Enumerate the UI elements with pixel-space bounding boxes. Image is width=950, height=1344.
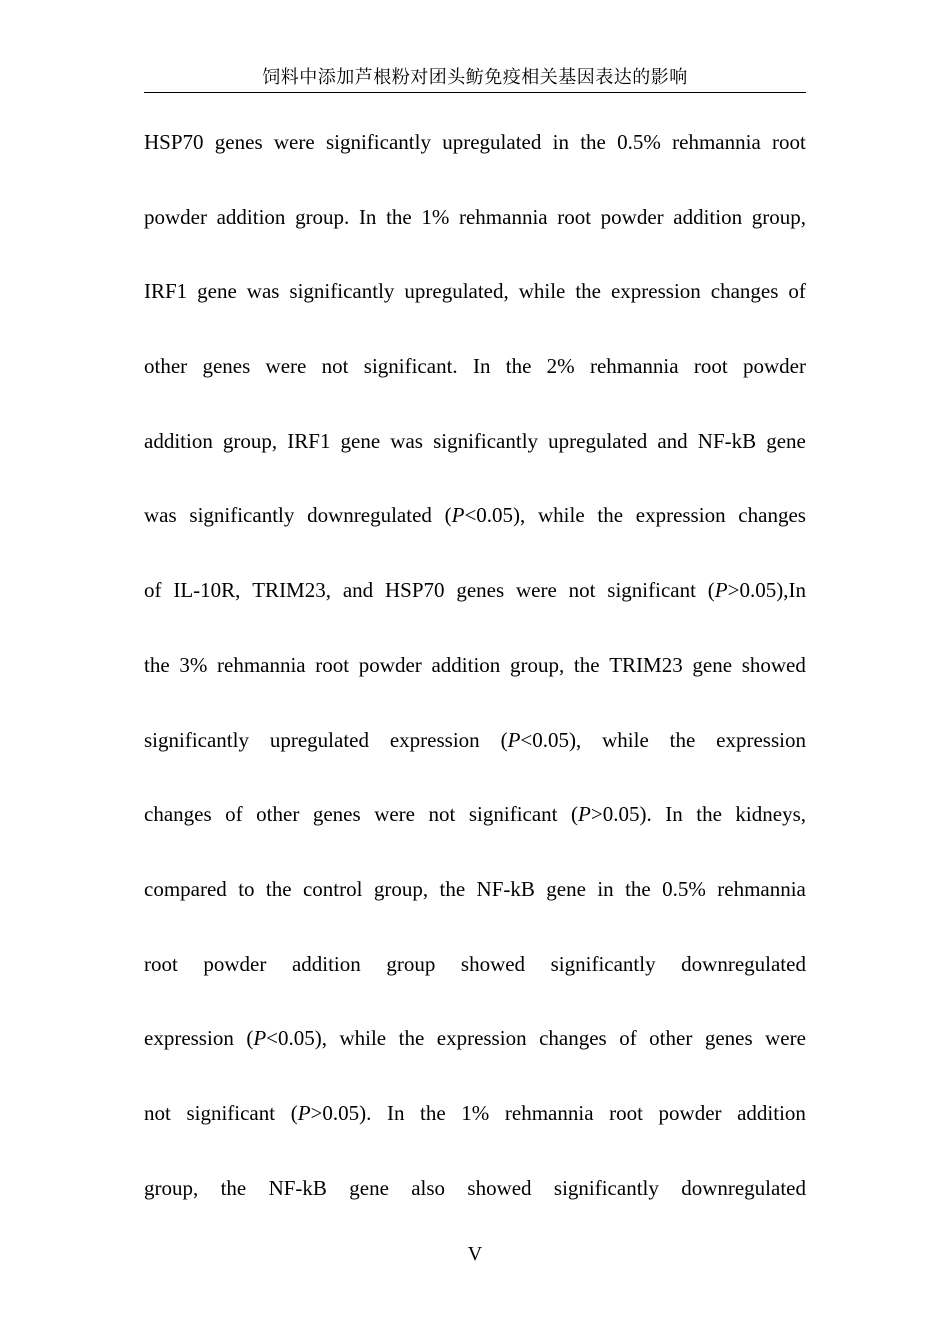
word: IL-10R,	[173, 578, 241, 603]
word: addition	[216, 204, 286, 229]
text-line	[144, 703, 806, 778]
word: changes	[710, 279, 779, 304]
word: the	[625, 876, 651, 901]
word: expression	[389, 727, 480, 752]
word: and	[342, 578, 374, 603]
text-line	[144, 105, 806, 180]
word: powder	[203, 951, 267, 976]
word: downregulated	[307, 503, 432, 528]
page-number: V	[467, 1243, 483, 1265]
word: expression	[716, 727, 806, 752]
word: group,	[751, 204, 806, 229]
word: the	[220, 1175, 247, 1200]
word: not	[428, 802, 456, 827]
text-line	[144, 254, 806, 329]
word: upregulated	[442, 130, 542, 154]
word: root	[315, 652, 350, 677]
word: rehmannia	[672, 130, 761, 154]
word: the	[386, 204, 412, 229]
word: changes	[144, 802, 212, 827]
word: NF-kB	[476, 876, 535, 901]
text-line	[144, 1076, 806, 1151]
word: addition	[431, 652, 501, 677]
word: and	[657, 428, 688, 453]
word: the	[398, 1026, 425, 1051]
word: to	[238, 876, 255, 901]
word: showed	[460, 951, 526, 976]
word: root	[772, 130, 806, 154]
word: 2%	[546, 354, 575, 379]
word: (P>0.05),In	[707, 578, 806, 603]
word: while	[518, 279, 566, 304]
word: other	[144, 354, 188, 379]
word: rehmannia	[458, 204, 548, 229]
word: 0.5%	[617, 130, 661, 154]
word: (P<0.05),	[444, 503, 526, 528]
word: genes	[704, 1026, 753, 1051]
word: the	[573, 652, 600, 677]
word: gene	[340, 428, 381, 453]
word: TRIM23,	[252, 578, 331, 603]
word: in	[597, 876, 614, 901]
word: group,	[222, 428, 278, 453]
word: other	[256, 802, 300, 827]
word: powder	[600, 204, 664, 229]
word: 0.5%	[662, 876, 706, 901]
word: NF-kB	[697, 428, 757, 453]
text-line	[144, 628, 806, 703]
word: expression	[610, 279, 701, 304]
word: group.	[295, 204, 350, 229]
word: significantly	[433, 428, 539, 453]
word: NF-kB	[268, 1175, 327, 1200]
word: the	[575, 279, 601, 304]
word: control	[302, 876, 363, 901]
word: In	[358, 204, 377, 229]
word: were	[374, 802, 415, 827]
word: significantly	[144, 727, 249, 752]
word: significant	[186, 1100, 276, 1125]
word: upregulated	[269, 727, 369, 752]
word: addition	[144, 428, 213, 453]
word: addition	[737, 1100, 806, 1125]
word: addition	[291, 951, 361, 976]
word: significantly	[325, 130, 431, 154]
word: the	[669, 727, 696, 752]
word: of	[619, 1026, 637, 1051]
word: significantly	[553, 1175, 659, 1200]
word: HSP70	[384, 578, 445, 603]
word: changes	[738, 503, 806, 528]
word: In	[386, 1100, 405, 1125]
text-line	[144, 478, 806, 553]
word: significantly	[189, 503, 295, 528]
word: genes	[456, 578, 505, 603]
word: root	[609, 1100, 643, 1125]
word: was	[390, 428, 423, 453]
word: were	[765, 1026, 806, 1051]
text-line	[144, 852, 806, 927]
word: genes	[202, 354, 251, 379]
word: (P>0.05).	[571, 802, 652, 827]
text-line	[144, 329, 806, 404]
word: showed	[467, 1175, 532, 1200]
word: expression	[436, 1026, 527, 1051]
text-line	[144, 1151, 806, 1226]
text-line	[144, 404, 806, 479]
word: the	[439, 876, 466, 901]
word: compared	[144, 876, 227, 901]
word: powder	[358, 652, 422, 677]
word: powder	[658, 1100, 722, 1125]
word: while	[538, 503, 585, 528]
word: kidneys,	[735, 802, 806, 827]
text-line	[144, 1001, 806, 1076]
word: the	[505, 354, 532, 379]
word: of	[144, 578, 162, 603]
word: gene	[692, 652, 733, 677]
word: were	[265, 354, 307, 379]
word: 1%	[421, 204, 450, 229]
word: group	[386, 951, 436, 976]
word: significant	[607, 578, 696, 603]
word: in	[552, 130, 569, 154]
word: other	[649, 1026, 693, 1051]
word: significantly	[289, 279, 395, 304]
word: group,	[509, 652, 565, 677]
word: 3%	[179, 652, 208, 677]
word: powder	[742, 354, 806, 379]
word: (P<0.05),	[500, 727, 582, 752]
text-line	[144, 553, 806, 628]
word: the	[597, 503, 624, 528]
body-text	[144, 105, 806, 1225]
word: while	[339, 1026, 387, 1051]
word: TRIM23	[609, 652, 683, 677]
word: not	[568, 578, 596, 603]
word: significantly	[550, 951, 656, 976]
text-line	[144, 180, 806, 255]
word: gene	[349, 1175, 389, 1200]
word: the	[144, 652, 170, 677]
word: (P>0.05).	[290, 1100, 372, 1125]
text-line	[144, 927, 806, 1002]
word: expression	[635, 503, 726, 528]
word: significant.	[363, 354, 458, 379]
word: showed	[741, 652, 806, 677]
word: rehmannia	[504, 1100, 594, 1125]
word: while	[602, 727, 649, 752]
word: was	[246, 279, 280, 304]
word: gene	[197, 279, 237, 304]
word: rehmannia	[717, 876, 806, 901]
word: downregulated	[681, 1175, 806, 1200]
word: (P<0.05),	[246, 1026, 327, 1051]
word: powder	[144, 204, 207, 229]
word: significant	[468, 802, 558, 827]
word: the	[580, 130, 606, 154]
word: the	[696, 802, 722, 827]
word: the	[420, 1100, 446, 1125]
word: gene	[766, 428, 806, 453]
word: was	[144, 503, 177, 528]
word: genes	[214, 130, 263, 154]
word: group,	[144, 1175, 199, 1200]
word: root	[557, 204, 592, 229]
text-line	[144, 777, 806, 852]
word: upregulated	[548, 428, 648, 453]
word: rehmannia	[589, 354, 679, 379]
word: IRF1	[144, 279, 188, 304]
word: expression	[144, 1026, 234, 1051]
word: In	[665, 802, 683, 827]
word: root	[144, 951, 178, 976]
word: not	[321, 354, 349, 379]
word: rehmannia	[217, 652, 306, 677]
running-header-title: 饲料中添加芦根粉对团头鲂免疫相关基因表达的影响	[262, 67, 688, 88]
word: of	[225, 802, 243, 827]
word: HSP70	[144, 130, 204, 154]
word: the	[265, 876, 292, 901]
word: gene	[546, 876, 586, 901]
word: addition	[673, 204, 743, 229]
word: IRF1	[287, 428, 331, 453]
word: were	[273, 130, 315, 154]
word: downregulated	[681, 951, 806, 976]
word: changes	[539, 1026, 607, 1051]
word: were	[515, 578, 557, 603]
word: genes	[312, 802, 361, 827]
word: 1%	[461, 1100, 490, 1125]
word: upregulated,	[404, 279, 509, 304]
word: group,	[373, 876, 429, 901]
running-header	[144, 64, 806, 93]
word: root	[693, 354, 728, 379]
word: not	[144, 1100, 171, 1125]
word: of	[788, 279, 806, 304]
word: also	[411, 1175, 446, 1200]
word: In	[472, 354, 491, 379]
